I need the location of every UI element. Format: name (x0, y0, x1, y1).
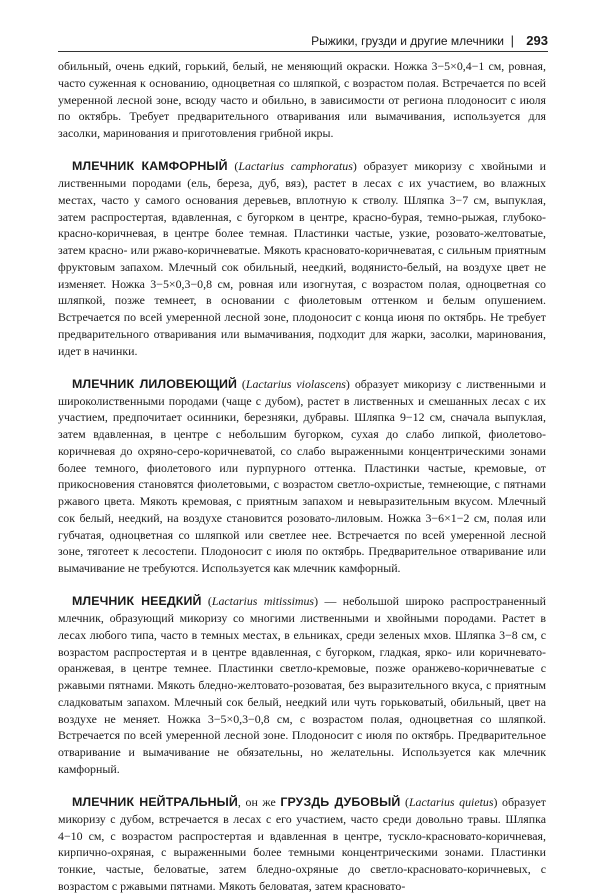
synonym-connector: , он же (237, 795, 281, 809)
continuation-paragraph (58, 58, 546, 142)
header-rule (58, 51, 548, 52)
species-name: МЛЕЧНИК ЛИЛОВЕЮЩИЙ (72, 376, 237, 391)
section-gap (58, 778, 546, 795)
running-header (58, 32, 548, 50)
entry-text: образует микоризу с хвойными и лиственными породами (ель, береза, дуб, вяз), растет в лесах с их участием, во влажных местах, часто у самого основания деревьев, вплотную к стволу. Шляпка 3−7 см, выпуклая, затем распростертая, вдавленная, с бугорком в центре, красно-бурая, темно-рыжая, глубоко-красно-коричневая, в центре более темная. Пластинки частые, узкие, розовато-желтоватые, затем красно- или ржаво-коричневатые. Мякоть красновато-коричневатая, с сильным приятным фруктовым запахом. Млечный сок обильный, неедкий, водянисто-белый, на воздухе цвет не изменяет. Ножка 3−5×0,3−0,8 см, ровная или изогнутая, с возрастом полая, одноцветная со шляпкой, позже темнеет, в основании с фиолетовым оттенком и белым опушением. Встречается по всей умеренной лесной зоне, плодоносит с конца июня по октябрь. Не требует предварительного отваривания или вымачивания, подходит для жарки, засолки, маринования, идет в начинки. (58, 159, 547, 358)
entry-text: — небольшой широко распространенный млечник, образующий микоризу со многими лиственными и хвойными породами. Растет в лесах любого типа, часто в темных местах, в ельниках, среди зеленых мхов. Шляпка 3−8 см, с возрастом распростертая и в центре вдавленная, с бугорком, гладкая, ярко- или коричневато-оранжевая, в центре темнее. Пластинки светло-кремовые, позже оранжево-коричневатые с ржавыми пятнами. Мякоть бледно-желтовато-розоватая, без выразительного вкуса, с приятным сладковатым запахом. Млечный сок белый, неедкий или чуть горьковатый, обильный, цвет на воздухе не меняет. Ножка 3−5×0,3−0,8 см, с возрастом полая, одноцветная со шляпкой. Встречается по всей умеренной лесной зоне. Плодоносит с июля по октябрь. Предварительное отваривание и вымачивание не обязательны, но желательны. Используется как млечник камфорный. (58, 594, 546, 776)
entry-text: образует микоризу с дубом, встречается в лесах с его участием, часто среди довольно травы. Шляпка 4−10 см, с возрастом распростертая и вдавленная в центре, тускло-красновато-коричневая, кирпично-охряная, с выраженными более темными концентрическими зонами. Пластинки тонкие, частые, беловатые, затем бледно-охряные до светло-красновато-коричневых, с возрастом с ржавыми пятнами. Мякоть беловатая, затем красновато- (58, 795, 546, 893)
entry-text: образует микоризу с лиственными и широколиственными породами (чаще с дубом), растет в лиственных и смешанных лесах с их участием, предпочитает осинники, березняки, дубравы. Шляпка 9−12 см, сначала выпуклая, затем вдавленная, в центре с небольшим бугорком, сухая до слабо липкой, фиолетово-коричневая до охряно-серо-коричневатой, со слабо выраженными концентрическими зонами более темного, фиолетового или пурпурного оттенка. Пластинки частые, кремовые, от прикосновения становятся фиолетовыми, с возрастом светло-охристые, темнеющие, с пятнами ржавого цвета. Мякоть кремовая, с приятным запахом и невыразительным вкусом. Млечный сок белый, неедкий, на воздухе становится розовато-лиловым. Ножка 3−6×1−2 см, полая или губчатая, одноцветная со шляпкой или светлее нее. Встречается по всей умеренной лесной зоне, тяготеет к лесостепи. Плодоносит с июля по октябрь. Предварительное отваривание или вымачивание не требуются. Используется как млечник камфорный. (58, 376, 546, 575)
species-name: МЛЕЧНИК КАМФОРНЫЙ (72, 159, 228, 174)
section-gap (58, 142, 546, 159)
section-gap (58, 359, 546, 376)
page-number: 293 (526, 33, 548, 48)
header-separator: | (510, 33, 514, 48)
latin-name: Lactarius violascens (245, 376, 346, 391)
latin-name: Lactarius quietus (408, 795, 494, 809)
species-name: МЛЕЧНИК НЕЙТРАЛЬНЫЙ (72, 795, 238, 809)
page-body (58, 58, 546, 895)
species-alt-name: ГРУЗДЬ ДУБОВЫЙ (280, 795, 401, 809)
entry-lactarius-quietus: МЛЕЧНИК НЕЙТРАЛЬНЫЙ, он же ГРУЗДЬ ДУБОВЫЙ (Lactarius quietus) образует микоризу с дубом, встречается в лесах с его участием, часто среди довольно травы. Шляпка 4−10 см, с возрастом распростертая и вдавленная в центре, тускло-красновато-коричневая, кирпично-охряная, с выраженными более темными концентрическими зонами. Пластинки тонкие, частые, беловатые, затем бледно-охряные до светло-красновато-коричневых, с возрастом с ржавыми пятнами. Мякоть беловатая, затем красновато- (58, 795, 546, 893)
entry-lactarius-mitissimus: МЛЕЧНИК НЕЕДКИЙ (Lactarius mitissimus) — небольшой широко распространенный млечник, образующий микоризу со многими лиственными и хвойными породами. Растет в лесах любого типа, часто в темных местах, в ельниках, среди зеленых мхов. Шляпка 3−8 см, с возрастом распростертая и в центре вдавленная, с бугорком, гладкая, ярко- или коричневато-оранжевая, в центре темнее. Пластинки светло-кремовые, позже оранжево-коричневатые с ржавыми пятнами. Мякоть бледно-желтовато-розоватая, без выразительного вкуса, с приятным сладковатым запахом. Млечный сок белый, неедкий или чуть горьковатый, обильный, цвет на воздухе не меняет. Ножка 3−5×0,3−0,8 см, с возрастом полая, одноцветная со шляпкой. Встречается по всей умеренной лесной зоне. Плодоносит с июля по октябрь. Предварительное отваривание и вымачивание не обязательны, но желательны. Используется как млечник камфорный. (58, 594, 546, 776)
latin-name: Lactarius mitissimus (211, 594, 315, 609)
entry-lactarius-violascens: МЛЕЧНИК ЛИЛОВЕЮЩИЙ (Lactarius violascens) образует микоризу с лиственными и широколиственными породами (чаще с дубом), растет в лиственных и смешанных лесах с их участием, предпочитает осинники, березняки, дубравы. Шляпка 9−12 см, сначала выпуклая, затем вдавленная, в центре с небольшим бугорком, сухая до слабо липкой, фиолетово-коричневая до охряно-серо-коричневатой, со слабо выраженными концентрическими зонами более темного, фиолетового или пурпурного оттенка. Пластинки частые, кремовые, от прикосновения становятся фиолетовыми, с возрастом светло-охристые, темнеющие, с пятнами ржавого цвета. Мякоть кремовая, с приятным запахом и невыразительным вкусом. Млечный сок белый, неедкий, на воздухе становится розовато-лиловым. Ножка 3−6×1−2 см, полая или губчатая, одноцветная со шляпкой или светлее нее. Встречается по всей умеренной лесной зоне, тяготеет к лесостепи. Плодоносит с июля по октябрь. Предварительное отваривание или вымачивание не требуются. Используется как млечник камфорный. (58, 376, 546, 575)
paragraph-text: обильный, очень едкий, горький, белый, не меняющий окраски. Ножка 3−5×0,4−1 см, ровная, часто суженная к основанию, одноцветная со шляпкой, с возрастом полая. Встречается по всей умеренной лесной зоне, всюду часто и обильно, в зависимости от региона плодоносит с июля по октябрь. Требует предварительного отваривания или вымачивания, используется для засолки, маринования и приготовления грибной икры. (58, 59, 546, 140)
latin-name: Lactarius camphoratus (238, 159, 353, 174)
species-name: МЛЕЧНИК НЕЕДКИЙ (72, 594, 202, 609)
section-gap (58, 577, 546, 594)
running-header-title: Рыжики, грузди и другие млечники (311, 34, 504, 48)
entry-lactarius-camphoratus: МЛЕЧНИК КАМФОРНЫЙ (Lactarius camphoratus) образует микоризу с хвойными и лиственными породами (ель, береза, дуб, вяз), растет в лесах с их участием, во влажных местах, часто у самого основания деревьев, вплотную к стволу. Шляпка 3−7 см, выпуклая, затем распростертая, вдавленная, с бугорком в центре, красно-бурая, темно-рыжая, глубоко-красно-коричневая, в центре более темная. Пластинки частые, узкие, розовато-желтоватые, затем красно- или ржаво-коричневатые. Мякоть красновато-коричневатая, с сильным приятным фруктовым запахом. Млечный сок обильный, неедкий, водянисто-белый, на воздухе цвет не изменяет. Ножка 3−5×0,3−0,8 см, ровная или изогнутая, с возрастом полая, одноцветная со шляпкой, позже темнеет, в основании с фиолетовым оттенком и белым опушением. Встречается по всей умеренной лесной зоне, плодоносит с конца июня по октябрь. Не требует предварительного отваривания или вымачивания, подходит для жарки, засолки, маринования, идет в начинки. (58, 159, 547, 358)
